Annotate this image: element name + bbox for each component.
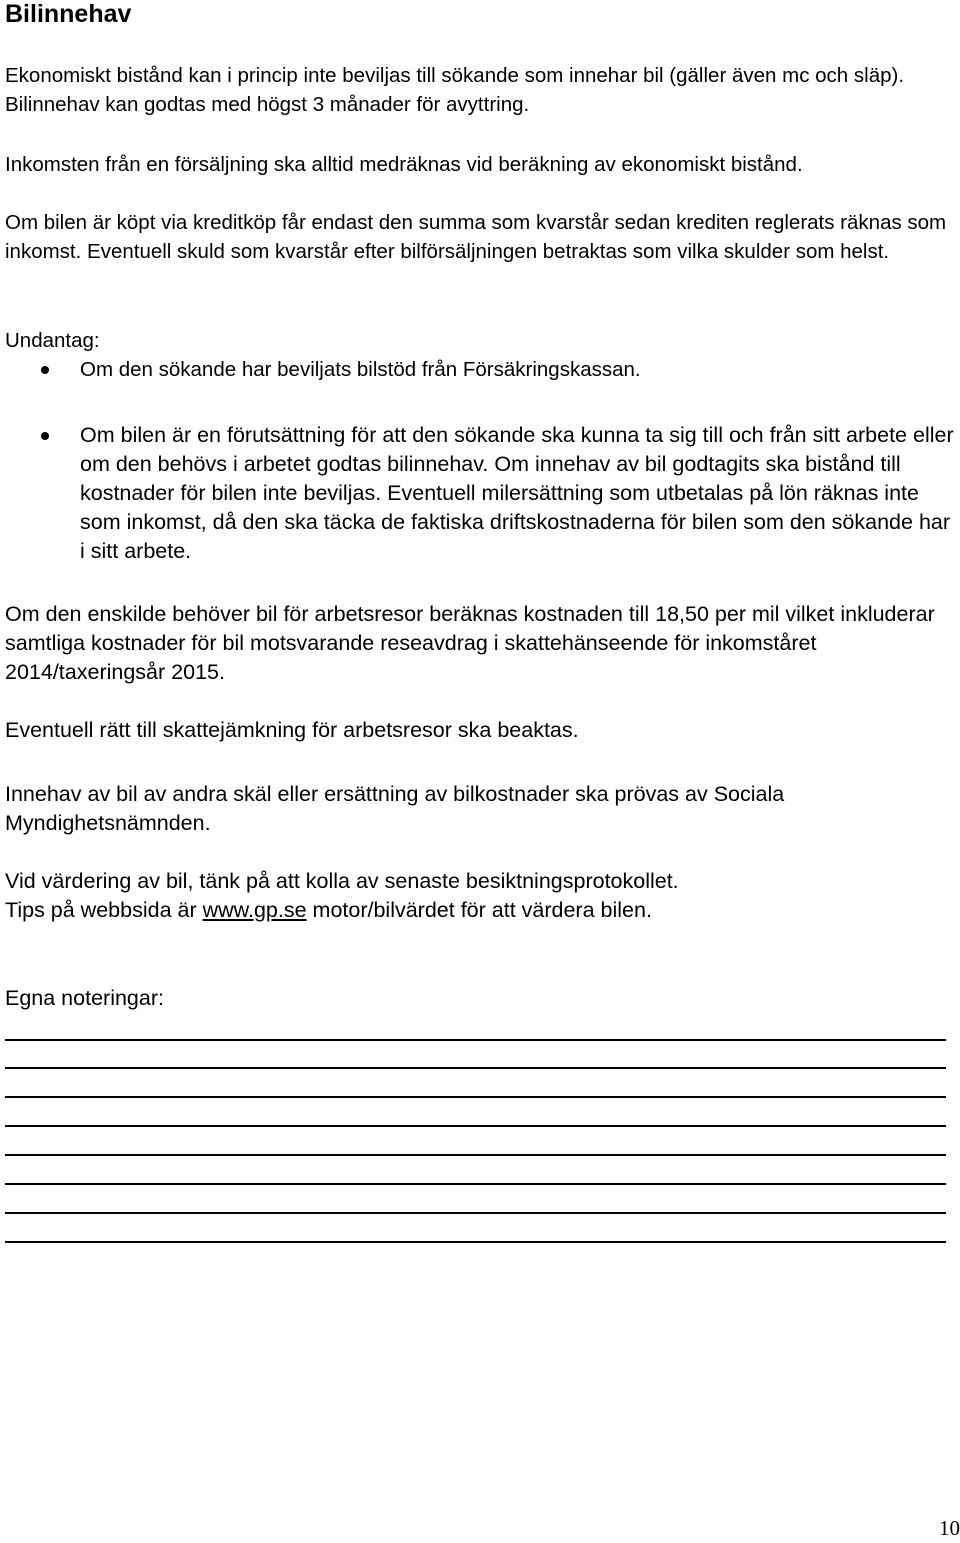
- note-line: [5, 1183, 946, 1185]
- paragraph-tax-adjustment: Eventuell rätt till skattejämkning för arbetsresor ska beaktas.: [5, 718, 579, 742]
- note-line: [5, 1212, 946, 1214]
- paragraph-intro: Ekonomiskt bistånd kan i princip inte beviljas till sökande som innehar bil (gäller även mc och släp). Bilinnehav kan godtas med högst 3 månader för avyttring.: [5, 64, 905, 116]
- bullet-icon: [41, 366, 49, 374]
- notes-label: Egna noteringar:: [5, 986, 164, 1010]
- paragraph-income-sale: Inkomsten från en försäljning ska alltid medräknas vid beräkning av ekonomiskt bistånd.: [5, 153, 803, 176]
- tip-text-start: Tips på webbsida är: [5, 898, 203, 922]
- paragraph-credit-purchase: Om bilen är köpt via kreditköp får endast den summa som kvarstår sedan krediten reglerats räknas som inkomst. Eventuell skuld som kvarstår efter bilförsäljningen betraktas som vilka skulder som helst.: [5, 211, 947, 263]
- website-link[interactable]: www.gp.se: [202, 898, 307, 922]
- note-line: [5, 1067, 946, 1069]
- tip-text-end: motor/bilvärdet för att värdera bilen.: [306, 898, 652, 922]
- note-line: [5, 1096, 946, 1098]
- paragraph-work-travel-cost: Om den enskilde behöver bil för arbetsresor beräknas kostnaden till 18,50 per mil vilket inkluderar samtliga kostnader för bil motsvarande reseavdrag i skattehänseende för inkomståret 2014/taxeringsår 2015.: [5, 602, 935, 684]
- exceptions-heading: Undantag:: [5, 329, 100, 352]
- paragraph-other-reasons: Innehav av bil av andra skäl eller ersättning av bilkostnader ska prövas av Sociala Myndighetsnämnden.: [5, 782, 785, 835]
- bullet-icon: [41, 432, 49, 440]
- paragraph-valuation: Vid värdering av bil, tänk på att kolla av senaste besiktningsprotokollet.: [5, 869, 679, 893]
- bullet-text-work-car: Om bilen är en förutsättning för att den sökande ska kunna ta sig till och från sitt arbete eller om den behövs i arbetet godtas bilinnehav. Om innehav av bil godtagits ska bistånd till kostnader för bilen inte beviljas. Eventuell milersättning som utbetalas på lön räknas inte som inkomst, då den ska täcka de faktiska driftskostnaderna för bilen som den sökande har i sitt arbete.: [80, 423, 954, 563]
- paragraph-website-tip: [5, 896, 950, 925]
- note-line: [5, 1241, 946, 1243]
- page-number: 10: [939, 1516, 960, 1540]
- bullet-text-bilstod: Om den sökande har beviljats bilstöd från Försäkringskassan.: [80, 358, 641, 381]
- note-line: [5, 1125, 946, 1127]
- page-title: Bilinnehav: [5, 0, 132, 28]
- note-line: [5, 1154, 946, 1156]
- note-line: [5, 1039, 946, 1041]
